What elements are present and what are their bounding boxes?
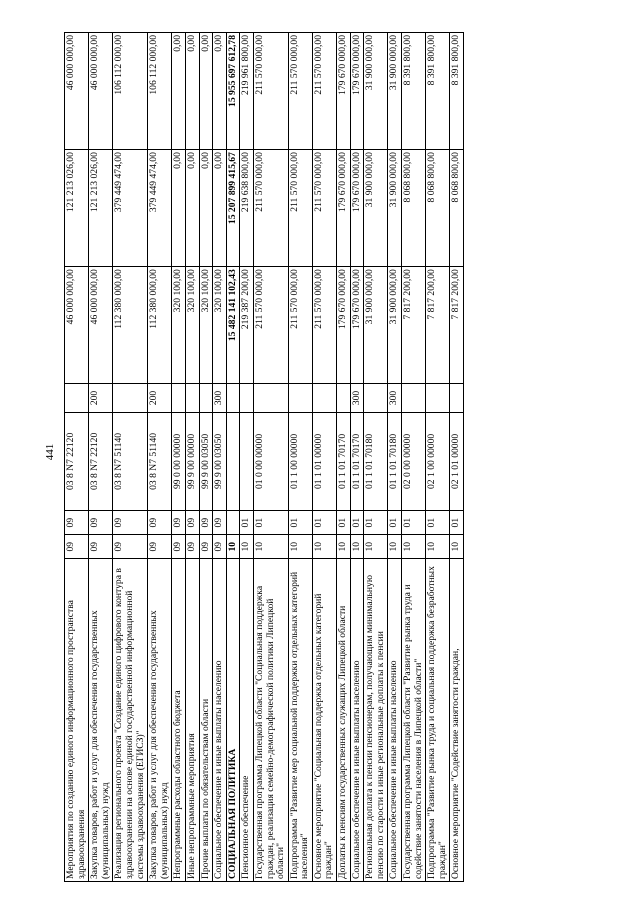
row-name: Прочие выплаты по обязательствам области [199, 559, 213, 882]
row-department-code: 09 [213, 535, 227, 559]
row-department-code: 10 [364, 535, 388, 559]
row-target-article-code: 99 9 00 00000 [185, 412, 199, 510]
row-expense-type-code [426, 384, 450, 412]
row-subsection-code: 01 [253, 511, 288, 535]
row-subsection-code: 01 [240, 511, 254, 535]
row-sum-year-2: 121 213 026,00 [65, 150, 89, 267]
row-target-article-code: 01 1 01 70170 [350, 412, 364, 510]
row-department-code: 10 [312, 535, 336, 559]
row-sum-year-3: 179 670 000,00 [337, 33, 351, 150]
row-sum-year-2: 211 570 000,00 [288, 150, 312, 267]
row-expense-type-code: 300 [213, 384, 227, 412]
row-expense-type-code [337, 384, 351, 412]
row-subsection-code: 01 [350, 511, 364, 535]
table-row [148, 33, 172, 882]
row-sum-year-2: 8 068 800,00 [450, 150, 464, 267]
row-target-article-code: 01 1 01 70180 [364, 412, 388, 510]
row-sum-year-1: 7 817 200,00 [402, 267, 426, 384]
row-sum-year-2: 0,00 [213, 150, 227, 267]
row-expense-type-code [113, 384, 148, 412]
row-sum-year-3: 211 570 000,00 [253, 33, 288, 150]
row-sum-year-3: 8 391 800,00 [450, 33, 464, 150]
table-row [450, 33, 464, 882]
row-expense-type-code [65, 384, 89, 412]
row-sum-year-3: 219 961 800,00 [240, 33, 254, 150]
row-target-article-code: 01 1 00 00000 [288, 412, 312, 510]
row-subsection-code: 01 [388, 511, 402, 535]
row-department-code: 09 [199, 535, 213, 559]
table-row [350, 33, 364, 882]
row-expense-type-code [172, 384, 186, 412]
row-department-code: 10 [450, 535, 464, 559]
table-row [388, 33, 402, 882]
row-sum-year-3: 106 112 000,00 [113, 33, 148, 150]
row-subsection-code: 09 [172, 511, 186, 535]
row-sum-year-3: 46 000 000,00 [65, 33, 89, 150]
row-subsection-code: 01 [402, 511, 426, 535]
table-row [89, 33, 113, 882]
table-row [426, 33, 450, 882]
row-target-article-code [226, 412, 240, 510]
table-row [240, 33, 254, 882]
table-row [172, 33, 186, 882]
row-expense-type-code [288, 384, 312, 412]
row-target-article-code: 03 8 N7 51140 [113, 412, 148, 510]
row-target-article-code: 99 9 00 03050 [199, 412, 213, 510]
row-expense-type-code: 200 [148, 384, 172, 412]
row-subsection-code [226, 511, 240, 535]
row-sum-year-1: 31 900 000,00 [388, 267, 402, 384]
row-sum-year-1: 112 380 000,00 [148, 267, 172, 384]
table-row [337, 33, 351, 882]
row-name: Закупка товаров, работ и услуг для обеспечения государственных (муниципальных) нужд [89, 559, 113, 882]
row-department-code: 10 [337, 535, 351, 559]
row-sum-year-1: 219 387 200,00 [240, 267, 254, 384]
row-sum-year-3: 179 670 000,00 [350, 33, 364, 150]
row-expense-type-code: 300 [350, 384, 364, 412]
row-target-article-code: 01 0 00 00000 [253, 412, 288, 510]
row-sum-year-1: 320 100,00 [199, 267, 213, 384]
table-row [364, 33, 388, 882]
row-sum-year-2: 121 213 026,00 [89, 150, 113, 267]
row-subsection-code: 09 [199, 511, 213, 535]
row-target-article-code [240, 412, 254, 510]
row-sum-year-1: 112 380 000,00 [113, 267, 148, 384]
row-name: Социальное обеспечение и иные выплаты населению [350, 559, 364, 882]
table-row [185, 33, 199, 882]
row-subsection-code: 09 [65, 511, 89, 535]
row-name: Региональная доплата к пенсии пенсионерам, получающим минимальную пенсию по старости и иные региональные доплаты к пенсии [364, 559, 388, 882]
row-sum-year-1: 211 570 000,00 [253, 267, 288, 384]
row-sum-year-2: 0,00 [185, 150, 199, 267]
row-name: Пенсионное обеспечение [240, 559, 254, 882]
row-name: СОЦИАЛЬНАЯ ПОЛИТИКА [226, 559, 240, 882]
row-sum-year-2: 211 570 000,00 [312, 150, 336, 267]
row-sum-year-1: 31 900 000,00 [364, 267, 388, 384]
row-sum-year-1: 320 100,00 [185, 267, 199, 384]
row-expense-type-code [226, 384, 240, 412]
row-target-article-code: 01 1 01 70170 [337, 412, 351, 510]
row-sum-year-1: 179 670 000,00 [337, 267, 351, 384]
table-row [65, 33, 89, 882]
row-sum-year-3: 31 900 000,00 [364, 33, 388, 150]
budget-table-body [65, 33, 464, 882]
row-department-code: 10 [288, 535, 312, 559]
row-sum-year-3: 106 112 000,00 [148, 33, 172, 150]
row-sum-year-2: 0,00 [199, 150, 213, 267]
row-subsection-code: 09 [89, 511, 113, 535]
row-expense-type-code [402, 384, 426, 412]
row-department-code: 10 [240, 535, 254, 559]
row-name: Государственная программа Липецкой области "Развитие рынка труда и содействие занятости населения в Липецкой области" [402, 559, 426, 882]
row-sum-year-3: 0,00 [172, 33, 186, 150]
row-expense-type-code: 200 [89, 384, 113, 412]
row-subsection-code: 01 [312, 511, 336, 535]
row-name: Непрограммные расходы областного бюджета [172, 559, 186, 882]
row-department-code: 09 [172, 535, 186, 559]
table-row [312, 33, 336, 882]
row-subsection-code: 09 [148, 511, 172, 535]
row-sum-year-2: 219 638 800,00 [240, 150, 254, 267]
row-subsection-code: 01 [364, 511, 388, 535]
row-target-article-code: 99 9 00 03050 [213, 412, 227, 510]
row-sum-year-2: 179 670 000,00 [350, 150, 364, 267]
row-name: Основное мероприятие "Социальная поддержка отдельных категорий граждан" [312, 559, 336, 882]
row-subsection-code: 09 [185, 511, 199, 535]
row-sum-year-1: 320 100,00 [172, 267, 186, 384]
row-sum-year-1: 211 570 000,00 [312, 267, 336, 384]
row-department-code: 09 [113, 535, 148, 559]
table-row [113, 33, 148, 882]
row-sum-year-2: 379 449 474,00 [148, 150, 172, 267]
row-subsection-code: 09 [113, 511, 148, 535]
row-sum-year-1: 179 670 000,00 [350, 267, 364, 384]
row-department-code: 09 [148, 535, 172, 559]
rotated-page [64, 32, 579, 882]
row-target-article-code: 03 8 N7 22120 [65, 412, 89, 510]
row-department-code: 10 [253, 535, 288, 559]
row-sum-year-2: 0,00 [172, 150, 186, 267]
row-sum-year-2: 31 900 000,00 [388, 150, 402, 267]
row-name: Социальное обеспечение и иные выплаты населению [213, 559, 227, 882]
row-sum-year-1: 211 570 000,00 [288, 267, 312, 384]
row-sum-year-3: 46 000 000,00 [89, 33, 113, 150]
row-name: Социальное обеспечение и иные выплаты населению [388, 559, 402, 882]
table-row [213, 33, 227, 882]
row-sum-year-3: 8 391 800,00 [402, 33, 426, 150]
row-name: Реализация регионального проекта "Создание единого цифрового контура в здравоохранении на основе единой государственной информационной системы здравоохранения (ЕГИСЗ)" [113, 559, 148, 882]
row-target-article-code: 02 0 00 00000 [402, 412, 426, 510]
row-sum-year-2: 8 068 800,00 [402, 150, 426, 267]
row-expense-type-code [240, 384, 254, 412]
row-sum-year-1: 15 482 141 102,43 [226, 267, 240, 384]
row-sum-year-1: 320 100,00 [213, 267, 227, 384]
row-target-article-code: 02 1 01 00000 [450, 412, 464, 510]
row-sum-year-2: 379 449 474,00 [113, 150, 148, 267]
row-sum-year-3: 8 391 800,00 [426, 33, 450, 150]
row-target-article-code: 03 8 N7 22120 [89, 412, 113, 510]
budget-table [64, 32, 464, 882]
row-sum-year-3: 211 570 000,00 [288, 33, 312, 150]
row-target-article-code: 99 0 00 00000 [172, 412, 186, 510]
row-subsection-code: 01 [337, 511, 351, 535]
row-department-code: 10 [226, 535, 240, 559]
row-name: Подпрограмма "Развитие мер социальной поддержки отдельных категорий населения" [288, 559, 312, 882]
row-sum-year-1: 46 000 000,00 [65, 267, 89, 384]
row-expense-type-code [312, 384, 336, 412]
table-row [199, 33, 213, 882]
row-sum-year-1: 7 817 200,00 [426, 267, 450, 384]
row-sum-year-2: 31 900 000,00 [364, 150, 388, 267]
row-sum-year-3: 0,00 [213, 33, 227, 150]
row-subsection-code: 01 [450, 511, 464, 535]
row-name: Доплаты к пенсиям государственных служащих Липецкой области [337, 559, 351, 882]
row-name: Подпрограмма "Развитие рынка труда и социальная поддержка безработных граждан" [426, 559, 450, 882]
row-sum-year-3: 0,00 [199, 33, 213, 150]
row-sum-year-1: 7 817 200,00 [450, 267, 464, 384]
row-department-code: 10 [426, 535, 450, 559]
row-department-code: 09 [89, 535, 113, 559]
row-subsection-code: 01 [426, 511, 450, 535]
row-target-article-code: 03 8 N7 51140 [148, 412, 172, 510]
row-expense-type-code [253, 384, 288, 412]
row-expense-type-code [199, 384, 213, 412]
row-expense-type-code [364, 384, 388, 412]
table-row [226, 33, 240, 882]
row-sum-year-3: 15 955 697 612,78 [226, 33, 240, 150]
row-department-code: 10 [388, 535, 402, 559]
row-sum-year-3: 31 900 000,00 [388, 33, 402, 150]
row-department-code: 09 [185, 535, 199, 559]
row-name: Иные непрограммные мероприятия [185, 559, 199, 882]
row-expense-type-code [450, 384, 464, 412]
row-target-article-code: 01 1 01 70180 [388, 412, 402, 510]
row-name: Закупка товаров, работ и услуг для обеспечения государственных (муниципальных) нужд [148, 559, 172, 882]
row-name: Государственная программа Липецкой области "Социальная поддержка граждан, реализация семейно-демографической политики Липецкой области" [253, 559, 288, 882]
table-row [288, 33, 312, 882]
row-department-code: 10 [350, 535, 364, 559]
row-sum-year-2: 179 670 000,00 [337, 150, 351, 267]
table-row [402, 33, 426, 882]
row-name: Основное мероприятие "Содействие занятости граждан, [450, 559, 464, 882]
row-sum-year-3: 211 570 000,00 [312, 33, 336, 150]
page-number-text: 441 [44, 443, 56, 461]
row-sum-year-2: 211 570 000,00 [253, 150, 288, 267]
row-target-article-code: 02 1 00 00000 [426, 412, 450, 510]
row-expense-type-code [185, 384, 199, 412]
row-department-code: 09 [65, 535, 89, 559]
row-target-article-code: 01 1 01 00000 [312, 412, 336, 510]
row-sum-year-3: 0,00 [185, 33, 199, 150]
row-department-code: 10 [402, 535, 426, 559]
row-sum-year-2: 8 068 800,00 [426, 150, 450, 267]
row-sum-year-2: 15 207 899 415,67 [226, 150, 240, 267]
row-subsection-code: 09 [213, 511, 227, 535]
row-sum-year-1: 46 000 000,00 [89, 267, 113, 384]
row-name: Мероприятия по созданию единого информационного пространства здравоохранения [65, 559, 89, 882]
row-subsection-code: 01 [288, 511, 312, 535]
table-row [253, 33, 288, 882]
row-expense-type-code: 300 [388, 384, 402, 412]
